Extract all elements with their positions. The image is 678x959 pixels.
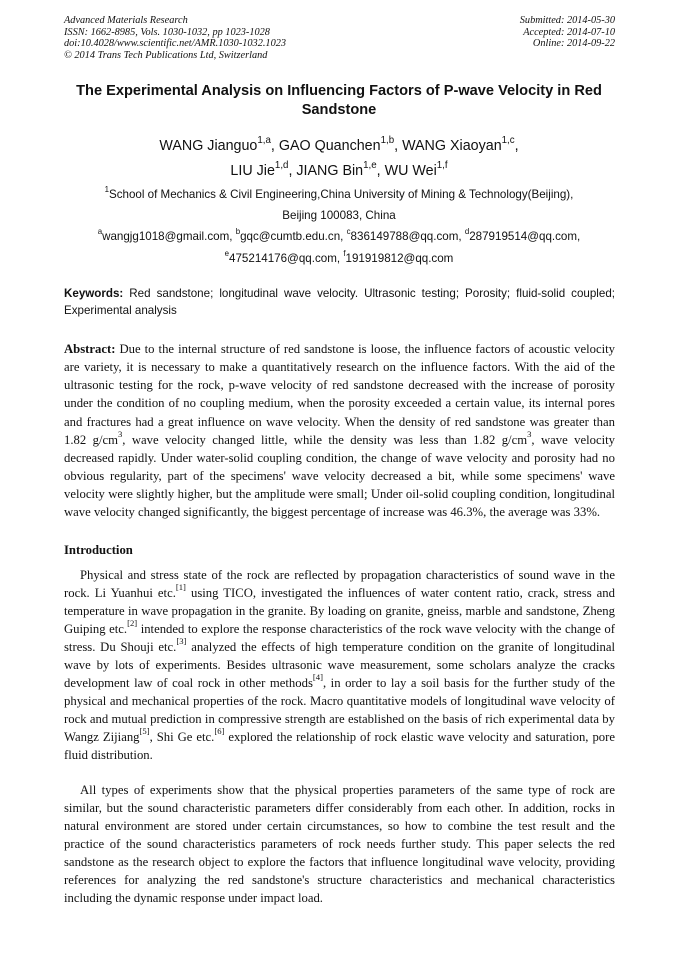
author-separator: , <box>376 163 385 179</box>
author-name: WANG Jianguo <box>159 138 258 154</box>
publication-dates <box>520 15 615 50</box>
abstract-text: , wave velocity changed little, while the density was less than 1.82 g/cm <box>122 432 528 447</box>
author-separator: , <box>394 138 403 154</box>
citation-ref[interactable]: [1] <box>175 582 186 593</box>
citation-ref[interactable]: [5] <box>139 726 150 737</box>
author-separator: , <box>288 163 297 179</box>
email-link[interactable]: gqc@cumtb.edu.cn <box>240 230 341 244</box>
abstract-block <box>64 340 615 522</box>
keywords-label: Keywords: <box>64 287 124 300</box>
email-line-1: $^a$wangjg1018@gmail.com, $^b$gqc@cumtb.edu.cn, $^c$836149788@qq.com, $^d$287919514@qq.com, <box>97 227 581 244</box>
author-affil-sup: 1,c <box>501 134 515 146</box>
abstract-text: , wave velocity decreased rapidly. Under water-solid coupling condition, the change of wave velocity and porosity had no obvious regularity, part of the specimens' wave velocity decreased a bit, while some specimens' wave velocity were slightly higher, but the amplitude were small; Under oil-solid coupling condition, longitudinal wave velocity changed significantly, the biggest percentage of increase was 46.3%, the average was 33%. <box>64 432 616 520</box>
author-name: WANG Xiaoyan <box>402 138 502 154</box>
submitted-date: Submitted: 2014-05-30 <box>519 15 615 26</box>
email-sup: d <box>464 227 470 237</box>
journal-copyright: © 2014 Trans Tech Publications Ltd, Switzerland <box>64 49 268 61</box>
introduction-paragraph-2: All types of experiments show that the physical properties parameters of the same type of rock are similar, but the sound characteristic parameters differ considerably from each other. In addition, rocks in natural environment are stored under certain circumstances, so how to combine the test result and the practice of the sound characteristics parameters of rock needs further study. This paper selects the red sandstone as the research object to explore the factors that influence longitudinal wave velocity, providing references for analyzing the red sandstone's structure characteristics and mechanical characteristics including the dynamic response under impact load. <box>64 783 615 905</box>
author-list <box>60 134 618 184</box>
author-name: GAO Quanchen <box>278 138 381 154</box>
journal-header <box>64 15 286 61</box>
paragraph-text: using TICO, investigated the influences of water content ratio, crack, stress and temperature in wave propagation in the granite. By loading on granite, gneiss, marble and sandstone, Zheng Guiping etc. <box>64 586 615 636</box>
email-link[interactable]: wangjg1018@gmail.com <box>102 230 230 244</box>
paragraph-text: analyzed the effects of high temperature condition on the granite of longitudinal wave by lots of experiments. Besides ultrasonic wave measurement, some scholars analyze the cracks development law of coal rock in other methods <box>64 640 615 690</box>
affiliation-sup: 1 <box>104 184 109 194</box>
email-sup: b <box>235 227 241 237</box>
affiliation-block <box>60 184 618 269</box>
journal-name: Advanced Materials Research <box>64 15 188 26</box>
author-name: JIANG Bin <box>296 163 364 179</box>
paragraph-text: Physical and stress state of the rock are reflected by propagation characteristics of sound wave in the rock. Li Yuanhui etc. <box>64 568 615 600</box>
author-affil-sup: 1,a <box>257 134 271 146</box>
introduction-paragraph-1 <box>64 566 615 764</box>
accepted-date: Accepted: 2014-07-10 <box>523 26 615 38</box>
author-affil-sup: 1,e <box>363 159 377 171</box>
paragraph-text: , in order to lay a soil basis for the further study of the physical and mechanical properties of the rock. Macro quantitative models of longitudinal wave velocity of rock and mutual prediction in compressive strength are established on the basis of rich experimental data by Wangz Zijiang <box>64 676 615 744</box>
journal-issn: ISSN: 1662-8985, Vols. 1030-1032, pp 1023-1028 <box>64 26 270 38</box>
email-sup: a <box>97 227 103 237</box>
email-sup: c <box>346 227 351 237</box>
author-separator: , <box>514 138 519 154</box>
keywords-block <box>64 285 615 319</box>
abstract-label: Abstract: <box>64 342 116 356</box>
journal-doi[interactable]: doi:10.4028/www.scientific.net/AMR.1030-1032.1023 <box>64 38 287 50</box>
author-affil-sup: 1,b <box>380 134 395 146</box>
email-sup: e <box>224 248 230 258</box>
email-link[interactable]: 475214176@qq.com <box>229 251 337 265</box>
author-affil-sup: 1,d <box>274 159 289 171</box>
email-link[interactable]: 191919812@qq.com <box>345 251 454 265</box>
affiliation-text: School of Mechanics & Civil Engineering,China University of Mining & Technology(Beijing), <box>108 188 574 201</box>
email-sup: f <box>343 248 346 258</box>
author-name: WU Wei <box>384 163 437 179</box>
email-link[interactable]: 287919514@qq.com <box>469 230 578 244</box>
author-name: LIU Jie <box>230 163 275 179</box>
author-line-1 <box>60 134 618 159</box>
author-line-2 <box>60 159 618 184</box>
author-affil-sup: 1,f <box>436 159 448 171</box>
online-date: Online: 2014-09-22 <box>532 38 615 50</box>
superscript: 3 <box>117 429 123 440</box>
paragraph-text: intended to explore the response characteristics of the rock wave velocity with the change of stress. Du Shouji etc. <box>64 622 615 654</box>
paragraph-text: explored the relationship of rock elastic wave velocity and saturation, pore fluid distribution. <box>64 730 615 762</box>
citation-ref[interactable]: [3] <box>176 636 187 647</box>
paragraph-text: , Shi Ge etc. <box>149 730 215 744</box>
citation-ref[interactable]: [4] <box>312 672 323 683</box>
paper-title: The Experimental Analysis on Influencing Factors of P-wave Velocity in Red Sandstone <box>76 83 602 118</box>
citation-ref[interactable]: [2] <box>127 618 138 629</box>
affiliation-line-2: Beijing 100083, China <box>282 209 396 223</box>
email-link[interactable]: 836149788@qq.com <box>350 230 459 244</box>
author-separator: , <box>270 138 279 154</box>
keywords-text: Red sandstone; longitudinal wave velocity. Ultrasonic testing; Porosity; fluid-solid coupled; Experimental analysis <box>64 287 615 317</box>
superscript: 3 <box>527 429 532 440</box>
citation-ref[interactable]: [6] <box>214 726 225 737</box>
email-line-2: $^e$475214176@qq.com, $^f$191919812@qq.com <box>224 248 454 265</box>
section-heading-introduction: Introduction <box>64 543 133 557</box>
affiliation-line-1 <box>60 184 618 205</box>
abstract-text: Due to the internal structure of red sandstone is loose, the influence factors of acoustic velocity are variety, it is necessary to make a quantitatively research on the influence factors. With the aid of the ultrasonic testing for the rock, p-wave velocity of red sandstone decreased with the increase of porosity under the condition of no coupling medium, when the porosity exceeded a certain value, its internal pores and fractures had a great influence on wave velocity. When the density of red sandstone was greater than 1.82 g/cm <box>64 342 615 447</box>
